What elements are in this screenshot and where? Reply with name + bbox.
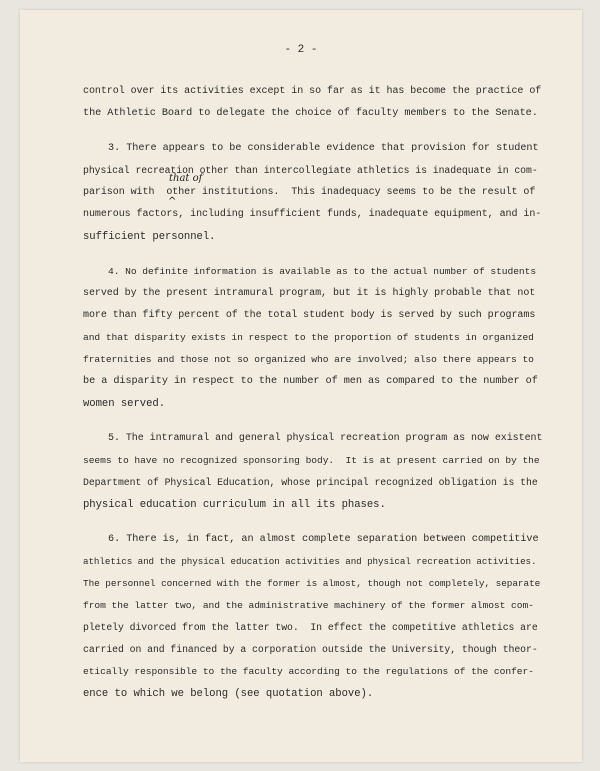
text-line: Department of Physical Education, whose principal recognized obligation is the	[83, 477, 538, 488]
text-line: 3. There appears to be considerable evidence that provision for student	[108, 143, 539, 154]
text-line: 4. No definite information is available as to the actual number of students	[108, 266, 537, 277]
text-line: control over its activities except in so far as it has become the practice of	[83, 86, 542, 97]
text-line: women served.	[83, 398, 165, 410]
text-line: be a disparity in respect to the number of men as compared to the number of	[83, 376, 538, 387]
text-line: etically responsible to the faculty according to the regulations of the confer-	[83, 666, 534, 677]
text-line: more than fifty percent of the total student body is served by such programs	[83, 310, 536, 321]
text-line: seems to have no recognized sponsoring body. It is at present carried on by the	[83, 455, 540, 466]
text-line: from the latter two, and the administrative machinery of the former almost com-	[83, 600, 534, 611]
text-line: parison with other institutions. This inadequacy seems to be the result of	[83, 187, 536, 198]
text-line: sufficient personnel.	[83, 231, 216, 243]
text-line: ence to which we belong (see quotation above).	[83, 688, 374, 700]
insert-caret-mark: ^	[168, 196, 177, 207]
text-line: 6. There is, in fact, an almost complete separation between competitive	[108, 534, 539, 545]
page-number: - 2 -	[284, 44, 318, 56]
text-line: 5. The intramural and general physical recreation program as now existent	[108, 433, 543, 444]
text-line: physical education curriculum in all its phases.	[83, 499, 386, 511]
text-line: carried on and financed by a corporation outside the University, though theor-	[83, 644, 538, 655]
text-line: the Athletic Board to delegate the choice of faculty members to the Senate.	[83, 108, 538, 119]
text-line: and that disparity exists in respect to the proportion of students in organized	[83, 332, 534, 343]
text-line: served by the present intramural program, but it is highly probable that not	[83, 288, 536, 299]
text-line: pletely divorced from the latter two. In effect the competitive athletics are	[83, 622, 538, 633]
text-line: The personnel concerned with the former is almost, though not completely, separate	[83, 578, 541, 589]
document-page	[20, 10, 582, 762]
text-line: athletics and the physical education activities and physical recreation activities.	[83, 556, 537, 567]
handwritten-insert: that of	[169, 173, 203, 184]
text-line: numerous factors, including insufficient funds, inadequate equipment, and in-	[83, 209, 542, 220]
text-line: physical recreation other than intercollegiate athletics is inadequate in com-	[83, 165, 538, 176]
text-line: fraternities and those not so organized who are involved; also there appears to	[83, 354, 534, 365]
